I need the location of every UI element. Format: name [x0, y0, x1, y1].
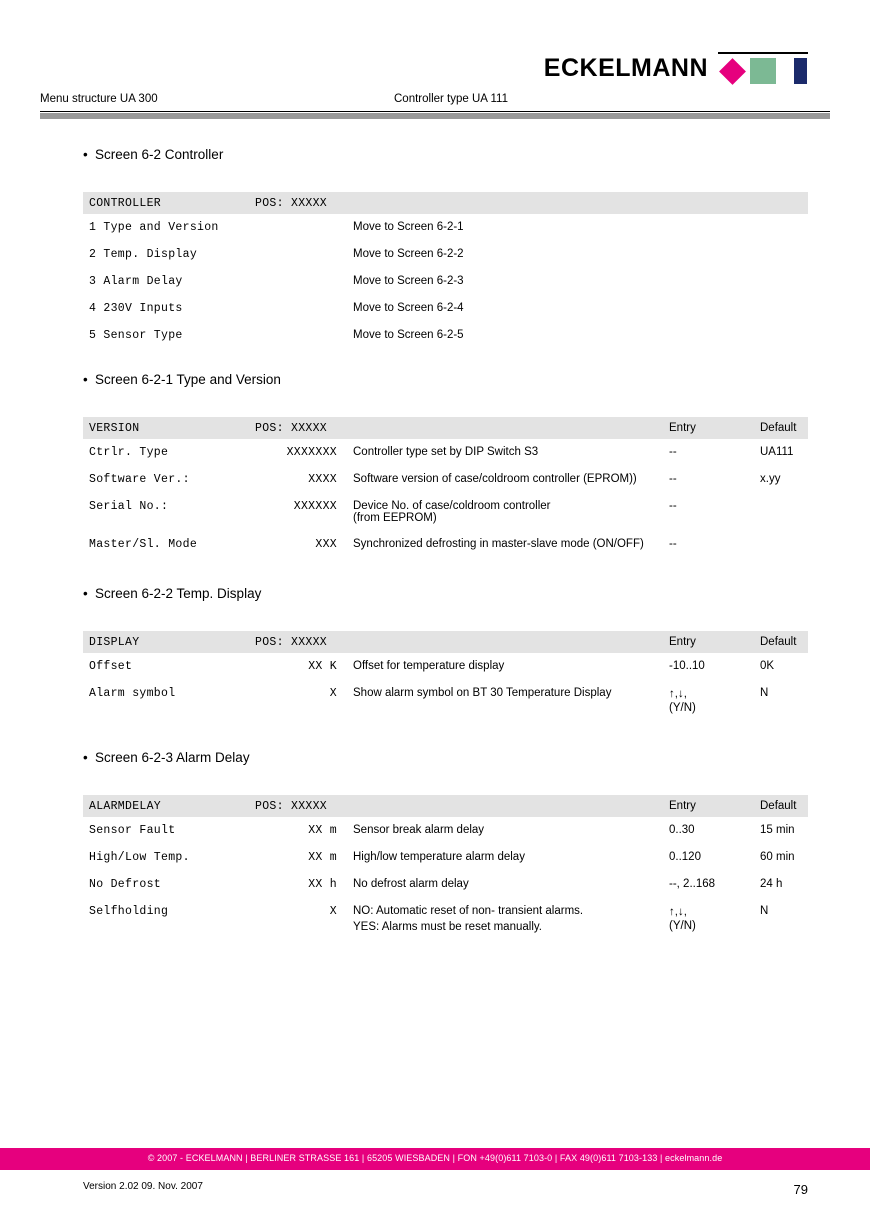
table-version — [83, 417, 808, 558]
running-head-center: Controller type UA 111 — [394, 93, 508, 105]
footer-copyright: © 2007 - ECKELMANN | BERLINER STRASSE 161 | 65205 WIESBADEN | FON +49(0)611 7103-0 | FAX 49(0)611 7103-133 | eckelmann.de — [147, 1153, 723, 1163]
th-name: CONTROLLER — [83, 192, 249, 214]
section-title-4 — [83, 750, 250, 765]
brand-logo — [544, 52, 808, 85]
cell-value: XXXXXX — [293, 500, 337, 513]
cell-desc-line1: NO: Automatic reset of non- transient alarms. — [353, 905, 584, 917]
th-desc — [347, 417, 663, 439]
cell-desc-line1: Device No. of case/coldroom controller — [353, 500, 551, 512]
cell-value — [249, 214, 347, 241]
table-row — [83, 295, 808, 322]
cell-desc: Move to Screen 6-2-2 — [353, 248, 464, 260]
cell-default: 0K — [760, 660, 775, 672]
cell-name: 1 Type and Version — [89, 221, 219, 234]
bullet-icon: • — [83, 750, 88, 765]
cell-value: XX m — [308, 851, 337, 864]
cell-default: N — [760, 687, 769, 699]
cell-desc — [347, 898, 663, 941]
page-number: 79 — [793, 1182, 808, 1197]
bullet-icon: • — [83, 372, 88, 387]
cell-entry — [663, 898, 754, 941]
cell-entry-line2: (Y/N) — [669, 920, 696, 933]
table-row — [83, 871, 808, 898]
header-bar — [40, 113, 830, 119]
cell-value: XXXX — [308, 473, 337, 486]
cell-value: XX m — [308, 824, 337, 837]
section-title-1-text: Screen 6-2 Controller — [95, 147, 224, 162]
cell-default: N — [760, 905, 769, 917]
cell-entry: --, 2..168 — [669, 878, 716, 890]
bullet-icon: • — [83, 586, 88, 601]
th-pos: POS: XXXXX — [249, 631, 347, 653]
cell-value: XX h — [308, 878, 337, 891]
table-row — [83, 268, 808, 295]
cell-entry: -- — [669, 446, 677, 458]
th-entry: Entry — [663, 795, 754, 817]
table-row — [83, 322, 808, 349]
th-pos: POS: XXXXX — [249, 417, 347, 439]
th-desc — [347, 192, 808, 214]
table-header-row — [83, 192, 808, 214]
cell-default — [754, 493, 808, 531]
cell-name: Ctrlr. Type — [89, 446, 169, 459]
bullet-icon: • — [83, 147, 88, 162]
cell-default: 15 min — [760, 824, 795, 836]
cell-entry: -10..10 — [669, 660, 705, 672]
table-header-row — [83, 631, 808, 653]
cell-desc: Sensor break alarm delay — [353, 824, 485, 836]
table-row — [83, 439, 808, 466]
cell-name: 4 230V Inputs — [89, 302, 183, 315]
table-header-row — [83, 417, 808, 439]
brand-name: ECKELMANN — [543, 54, 708, 82]
table-header-row — [83, 795, 808, 817]
cell-value: X — [329, 687, 337, 700]
table-row — [83, 466, 808, 493]
th-default: Default — [754, 631, 808, 653]
cell-name: Serial No.: — [89, 500, 169, 513]
th-default: Default — [754, 417, 808, 439]
cell-name: Sensor Fault — [89, 824, 176, 837]
logo-diamond-icon — [718, 57, 746, 85]
th-pos: POS: XXXXX — [249, 192, 347, 214]
cell-desc — [347, 493, 663, 531]
cell-entry — [663, 680, 754, 723]
table-row — [83, 817, 808, 844]
cell-desc-line2: (from EEPROM) — [353, 512, 437, 524]
cell-desc: Controller type set by DIP Switch S3 — [353, 446, 539, 458]
section-title-2-text: Screen 6-2-1 Type and Version — [95, 372, 281, 387]
cell-entry: -- — [669, 538, 677, 550]
section-title-1 — [83, 147, 223, 162]
cell-value: XX K — [308, 660, 337, 673]
th-desc — [347, 795, 663, 817]
cell-desc: Show alarm symbol on BT 30 Temperature Display — [353, 687, 612, 699]
running-head-left: Menu structure UA 300 — [40, 93, 158, 105]
table-row — [83, 493, 808, 531]
cell-name: 2 Temp. Display — [89, 248, 198, 261]
cell-desc: Move to Screen 6-2-4 — [353, 302, 464, 314]
cell-desc: Synchronized defrosting in master-slave mode (ON/OFF) — [353, 538, 644, 550]
cell-value — [249, 268, 347, 295]
cell-desc: Move to Screen 6-2-1 — [353, 221, 464, 233]
cell-default: x.yy — [760, 473, 781, 485]
th-pos: POS: XXXXX — [249, 795, 347, 817]
table-row — [83, 653, 808, 680]
cell-name: High/Low Temp. — [89, 851, 190, 864]
table-row — [83, 241, 808, 268]
cell-desc: No defrost alarm delay — [353, 878, 469, 890]
th-desc — [347, 631, 663, 653]
cell-name: 5 Sensor Type — [89, 329, 183, 342]
section-title-2 — [83, 372, 281, 387]
cell-desc: High/low temperature alarm delay — [353, 851, 525, 863]
th-name: DISPLAY — [83, 631, 249, 653]
cell-entry: -- — [669, 473, 677, 485]
cell-desc: Software version of case/coldroom controller (EPROM)) — [353, 473, 637, 485]
table-row — [83, 898, 808, 941]
cell-desc: Move to Screen 6-2-3 — [353, 275, 464, 287]
cell-name: Master/Sl. Mode — [89, 538, 198, 551]
table-row — [83, 214, 808, 241]
th-entry: Entry — [663, 417, 754, 439]
cell-default: 60 min — [760, 851, 795, 863]
th-entry: Entry — [663, 631, 754, 653]
cell-value: XXX — [315, 538, 337, 551]
th-default: Default — [754, 795, 808, 817]
table-display — [83, 631, 808, 723]
cell-value — [249, 295, 347, 322]
cell-desc: Move to Screen 6-2-5 — [353, 329, 464, 341]
table-row — [83, 844, 808, 871]
logo-blue-bar-icon — [780, 57, 808, 85]
cell-default: 24 h — [760, 878, 783, 890]
cell-name: 3 Alarm Delay — [89, 275, 183, 288]
cell-value: XXXXXXX — [286, 446, 337, 459]
cell-entry: 0..30 — [669, 824, 695, 836]
logo-mark — [718, 52, 808, 85]
cell-name: Selfholding — [89, 905, 169, 918]
cell-value — [249, 241, 347, 268]
table-row — [83, 680, 808, 723]
cell-value — [249, 322, 347, 349]
cell-default: UA111 — [760, 446, 794, 458]
section-title-3 — [83, 586, 261, 601]
cell-name: Software Ver.: — [89, 473, 190, 486]
cell-name: No Defrost — [89, 878, 162, 891]
cell-entry: -- — [669, 500, 677, 512]
table-row — [83, 531, 808, 558]
th-name: VERSION — [83, 417, 249, 439]
cell-entry-line2: (Y/N) — [669, 702, 696, 715]
section-title-4-text: Screen 6-2-3 Alarm Delay — [95, 750, 250, 765]
cell-default — [754, 531, 808, 558]
th-name: ALARMDELAY — [83, 795, 249, 817]
cell-value: X — [329, 905, 337, 918]
logo-green-square-icon — [749, 57, 777, 85]
table-controller — [83, 192, 808, 349]
table-alarmdelay — [83, 795, 808, 941]
cell-desc-line2: YES: Alarms must be reset manually. — [353, 921, 542, 933]
cell-entry: 0..120 — [669, 851, 701, 863]
cell-entry-line1: ↑,↓, — [669, 688, 687, 700]
cell-entry-line1: ↑,↓, — [669, 906, 687, 918]
cell-name: Alarm symbol — [89, 687, 176, 700]
cell-name: Offset — [89, 660, 133, 673]
cell-desc: Offset for temperature display — [353, 660, 505, 672]
footer-version: Version 2.02 09. Nov. 2007 — [83, 1181, 203, 1192]
header-rule — [40, 111, 830, 112]
section-title-3-text: Screen 6-2-2 Temp. Display — [95, 586, 262, 601]
